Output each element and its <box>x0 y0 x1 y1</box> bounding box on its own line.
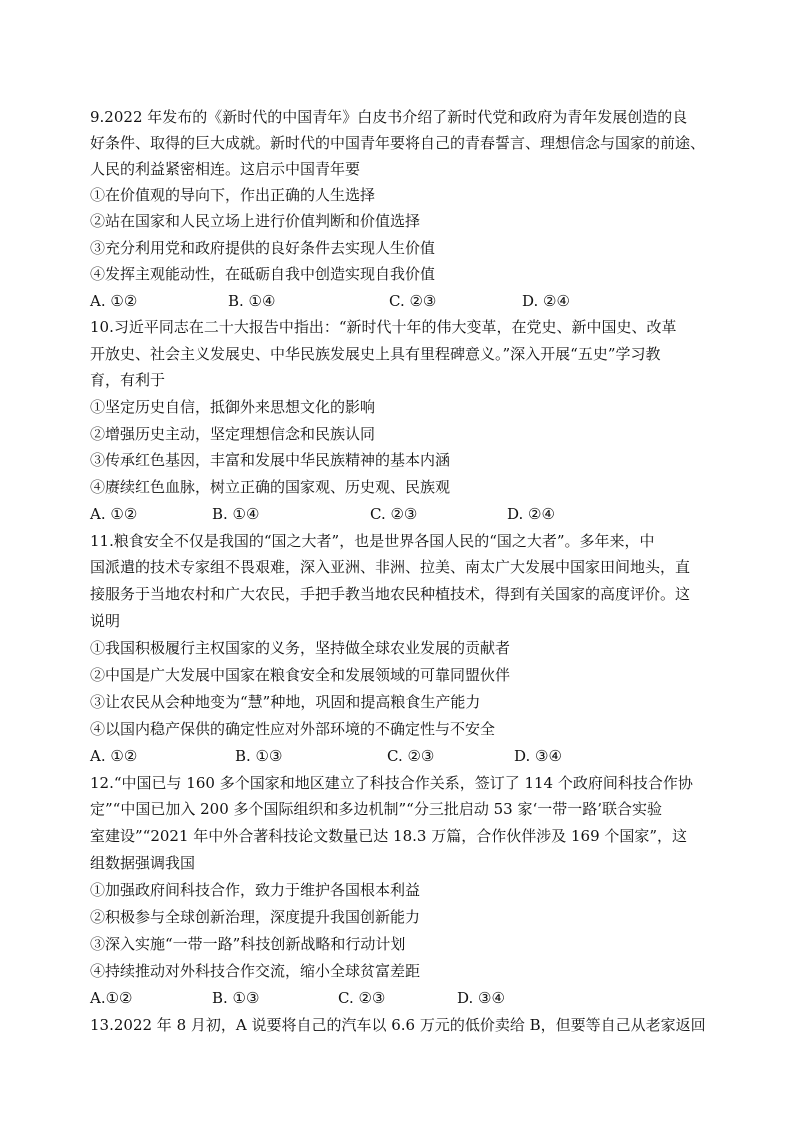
answer-c: C. ②③ <box>370 505 418 523</box>
answer-d: D. ②④ <box>507 505 555 523</box>
question-stem-line: 好条件、取得的巨大成就。新时代的中国青年要将自己的青春誓言、理想信念与国家的前途、 <box>90 134 706 152</box>
question-stem-line: 组数据强调我国 <box>90 854 196 872</box>
question-stem-line: 育，有利于 <box>90 371 166 389</box>
answer-a: A.①② <box>90 989 133 1007</box>
answer-a: A. ①② <box>90 505 138 523</box>
answer-d: D. ③④ <box>457 989 505 1007</box>
statement-option-2: ②积极参与全球创新治理，深度提升我国创新能力 <box>90 908 421 926</box>
answer-choices <box>90 988 710 1008</box>
statement-option-1: ①我国积极履行主权国家的义务，坚持做全球农业发展的贡献者 <box>90 639 511 657</box>
answer-c: C. ②③ <box>387 747 435 765</box>
question-stem-line: 接服务于当地农村和广大农民，手把手教当地农民种植技术，得到有关国家的高度评价。这 <box>90 585 691 603</box>
question-stem-line: 说明 <box>90 612 121 630</box>
answer-b: B. ①③ <box>212 989 260 1007</box>
answer-a: A. ①② <box>90 747 138 765</box>
statement-option-4: ④持续推动对外科技合作交流，缩小全球贫富差距 <box>90 962 421 980</box>
statement-option-4: ④以国内稳产保供的确定性应对外部环境的不确定性与不安全 <box>90 720 496 738</box>
question-stem-line: 开放史、社会主义发展史、中华民族发展史上具有里程碑意义。”深入开展“五史”学习教 <box>90 345 661 363</box>
question-stem-line: 13.2022 年 8 月初，A 说要将自己的汽车以 6.6 万元的低价卖给 B，但要等自己从老家返回 <box>90 1016 706 1034</box>
statement-option-1: ①坚定历史自信，抵御外来思想文化的影响 <box>90 398 376 416</box>
statement-option-3: ③充分利用党和政府提供的良好条件去实现人生价值 <box>90 239 436 257</box>
statement-option-1: ①在价值观的导向下，作出正确的人生选择 <box>90 186 376 204</box>
statement-option-3: ③深入实施“一带一路”科技创新战略和行动计划 <box>90 935 406 953</box>
question-stem-line: 9.2022 年发布的《新时代的中国青年》白皮书介绍了新时代党和政府为青年发展创造的良 <box>90 108 688 126</box>
answer-b: B. ①④ <box>212 505 260 523</box>
question-stem-line: 定”“中国已加入 200 多个国际组织和多边机制”“分三批启动 53 家‘一带一路’联合实验 <box>90 800 663 818</box>
question-stem-line: 10.习近平同志在二十大报告中指出：“新时代十年的伟大变革，在党史、新中国史、改革 <box>90 318 677 336</box>
answer-c: C. ②③ <box>338 989 386 1007</box>
answer-b: B. ①④ <box>228 292 276 310</box>
question-stem-line: 国派遣的技术专家组不畏艰难，深入亚洲、非洲、拉美、南太广大发展中国家田间地头，直 <box>90 558 691 576</box>
question-stem-line: 12.“中国已与 160 多个国家和地区建立了科技合作关系，签订了 114 个政府间科技合作协 <box>90 774 693 792</box>
answer-a: A. ①② <box>90 292 138 310</box>
answer-d: D. ③④ <box>514 747 562 765</box>
statement-option-3: ③传承红色基因，丰富和发展中华民族精神的基本内涵 <box>90 451 451 469</box>
question-stem-line: 室建设”“2021 年中外合著科技论文数量已达 18.3 万篇，合作伙伴涉及 169 个国家”，这 <box>90 827 688 845</box>
statement-option-1: ①加强政府间科技合作，致力于维护各国根本利益 <box>90 881 421 899</box>
statement-option-2: ②增强历史主动，坚定理想信念和民族认同 <box>90 425 376 443</box>
statement-option-4: ④发挥主观能动性，在砥砺自我中创造实现自我价值 <box>90 265 436 283</box>
answer-choices <box>90 291 710 311</box>
question-stem-line: 11.粮食安全不仅是我国的“国之大者”，也是世界各国人民的“国之大者”。多年来，中 <box>90 532 655 550</box>
question-stem-line: 人民的利益紧密相连。这启示中国青年要 <box>90 160 361 178</box>
statement-option-3: ③让农民从会种地变为“慧”种地，巩固和提高粮食生产能力 <box>90 693 481 711</box>
statement-option-4: ④赓续红色血脉，树立正确的国家观、历史观、民族观 <box>90 478 451 496</box>
answer-d: D. ②④ <box>522 292 570 310</box>
answer-b: B. ①③ <box>235 747 283 765</box>
answer-choices <box>90 746 710 766</box>
answer-c: C. ②③ <box>389 292 437 310</box>
statement-option-2: ②站在国家和人民立场上进行价值判断和价值选择 <box>90 212 421 230</box>
statement-option-2: ②中国是广大发展中国家在粮食安全和发展领域的可靠同盟伙伴 <box>90 666 511 684</box>
answer-choices <box>90 504 710 524</box>
